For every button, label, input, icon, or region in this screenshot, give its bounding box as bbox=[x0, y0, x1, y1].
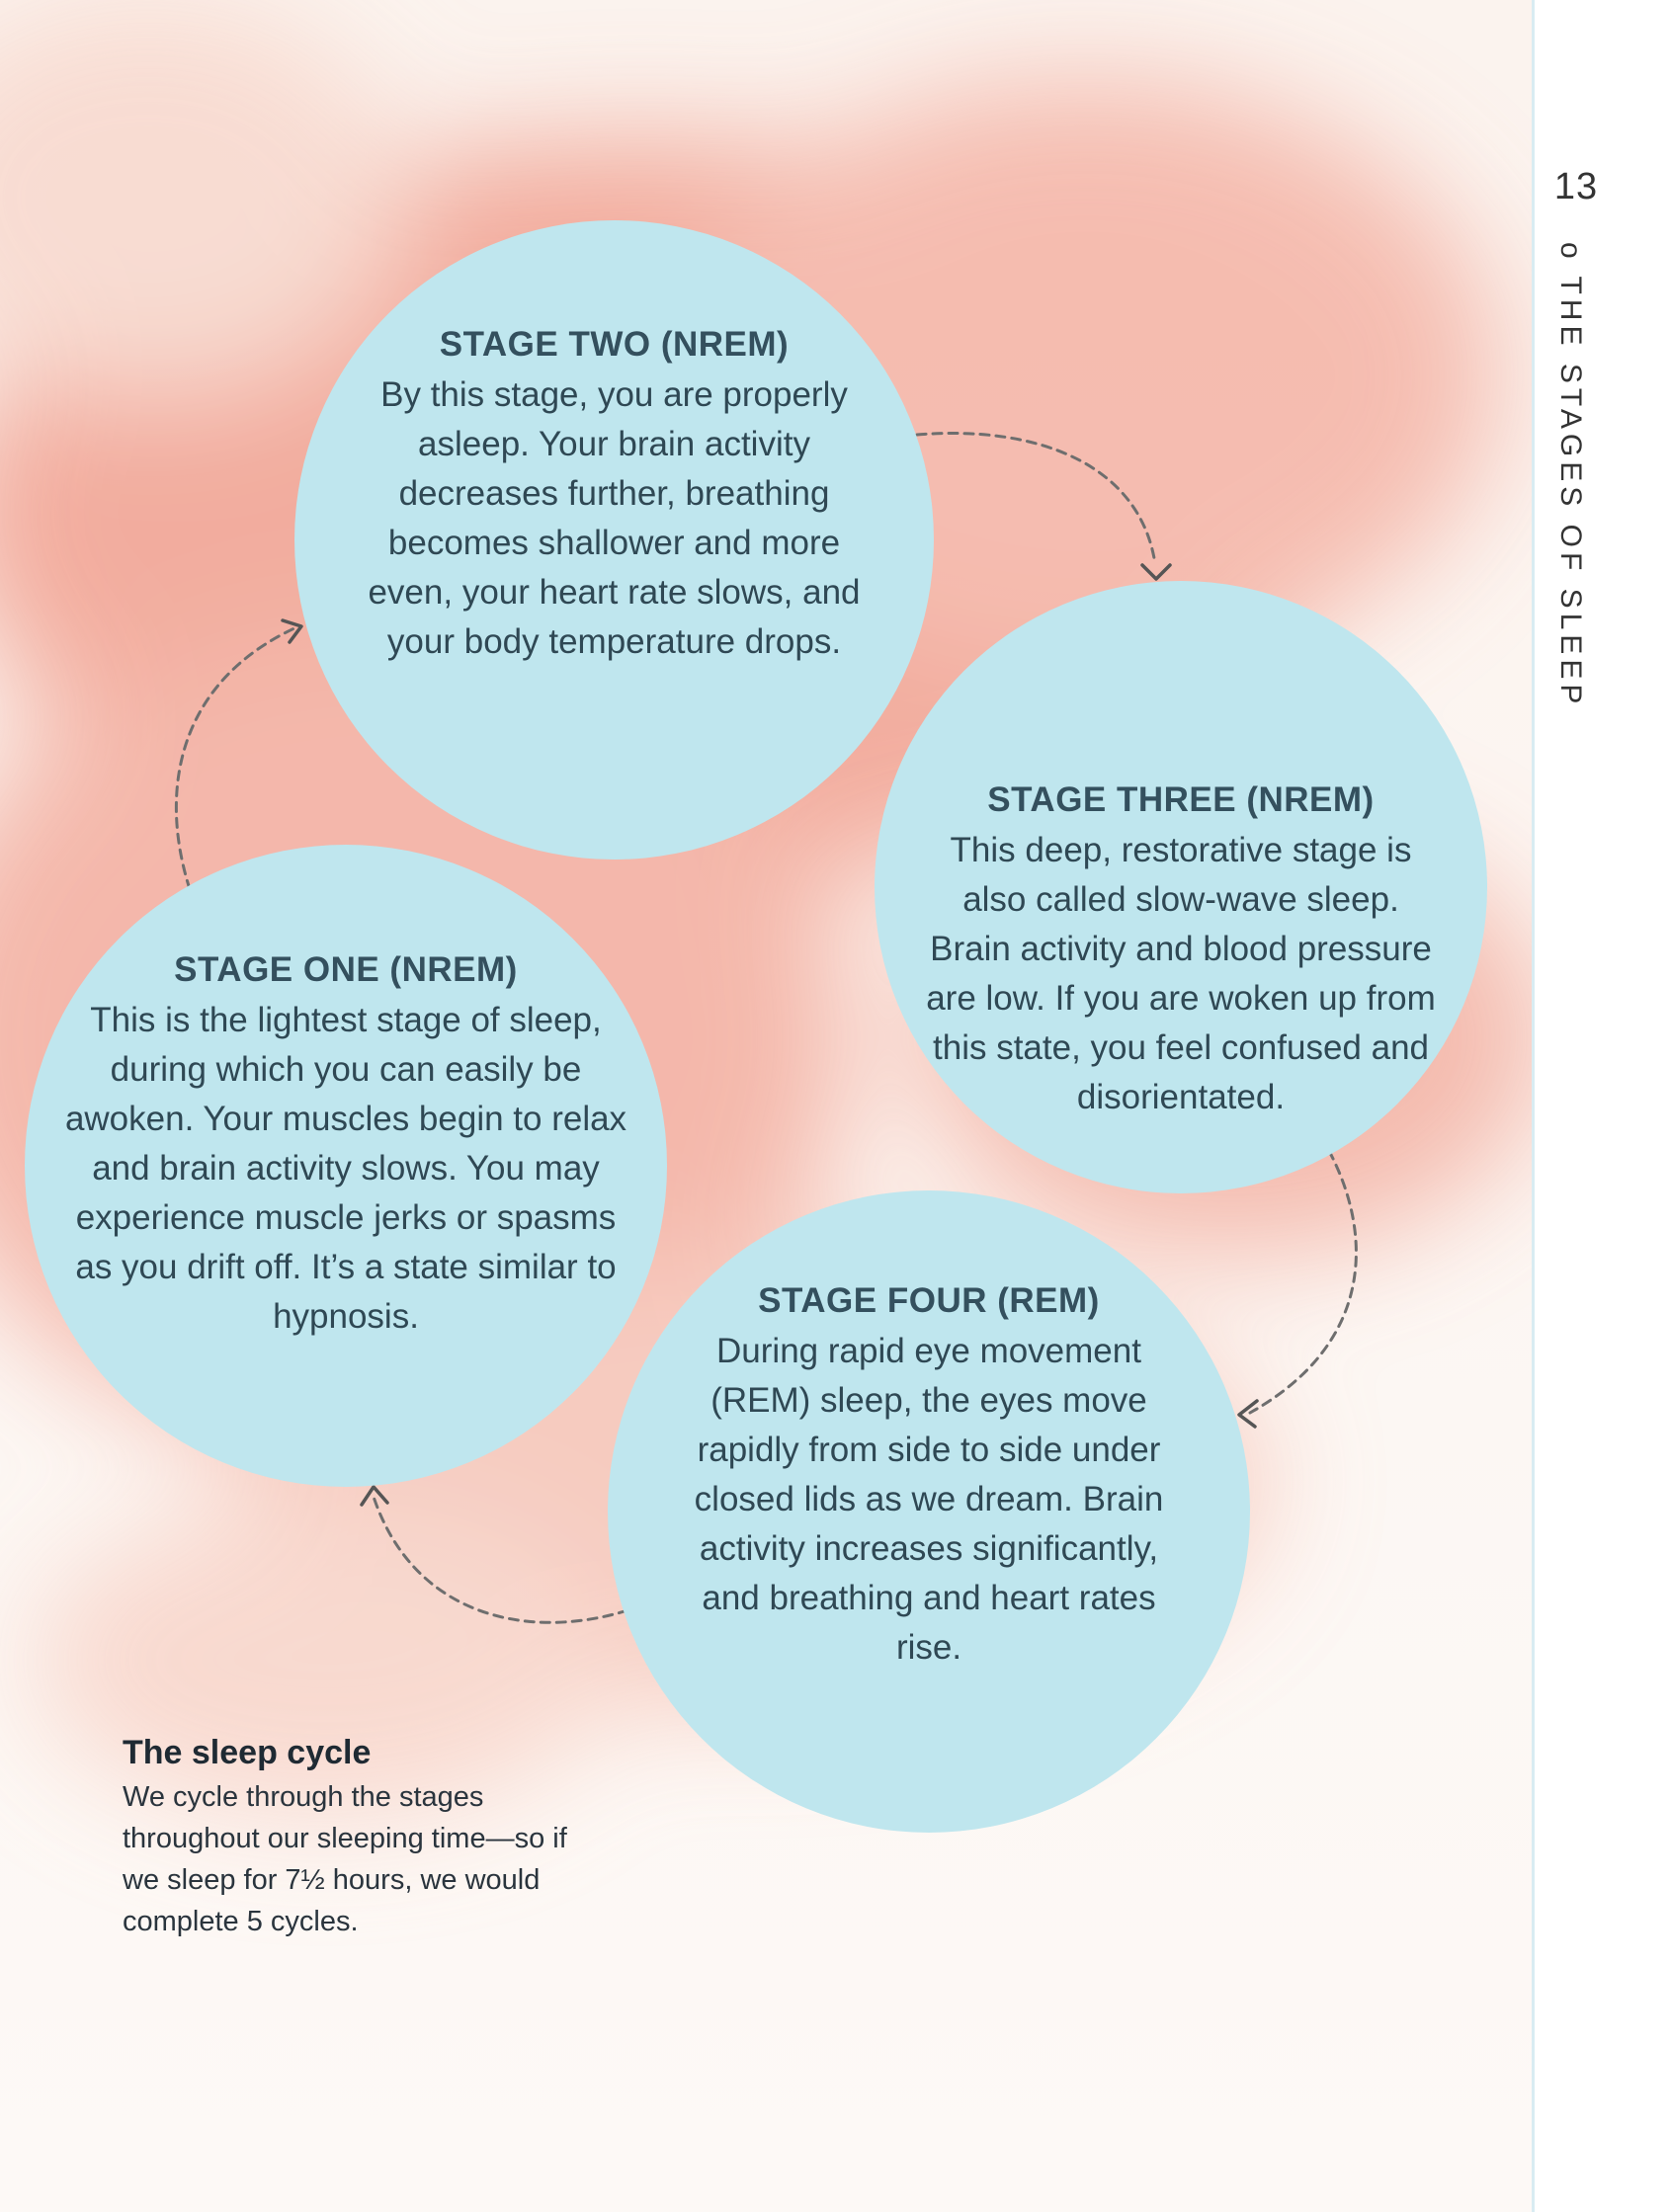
stage-four-circle bbox=[608, 1190, 1250, 1833]
stage-three-body: This deep, restorative stage is also called slow-wave sleep. Brain activity and blood pressure are low. If you are woken up from this state, you feel confused and disorientated. bbox=[926, 831, 1436, 1116]
caption-title: The sleep cycle bbox=[123, 1734, 372, 1771]
stage-two-circle bbox=[294, 220, 934, 860]
caption-body: We cycle through the stages throughout our sleeping time—so if we sleep for 7½ hours, we would complete 5 cycles. bbox=[123, 1781, 567, 1937]
stage-three-title: STAGE THREE (NREM) bbox=[987, 780, 1375, 819]
stage-one-body: This is the lightest stage of sleep, during which you can easily be awoken. Your muscles begin to relax and brain activity slows. You may experience muscle jerks or spasms as you drift off. It’s a state similar to hypnosis. bbox=[64, 1001, 627, 1336]
page-number: 13 bbox=[1553, 166, 1599, 207]
stage-one-title: STAGE ONE (NREM) bbox=[174, 950, 518, 989]
stage-four-title: STAGE FOUR (REM) bbox=[758, 1281, 1100, 1320]
stage-three-circle bbox=[875, 581, 1487, 1193]
stage-two-body: By this stage, you are properly asleep. Your brain activity decreases further, breathing becomes shallower and more even, your heart rate slows, and your body temperature drops. bbox=[368, 374, 861, 661]
stage-four-body: During rapid eye movement (REM) sleep, the eyes move rapidly from side to side under closed lids as we dream. Brain activity increases significantly, and breathing and heart rates rise. bbox=[694, 1332, 1164, 1667]
stage-two-title: STAGE TWO (NREM) bbox=[439, 324, 790, 364]
page-edge-strip bbox=[1532, 0, 1670, 2212]
stage-one-circle bbox=[25, 845, 667, 1487]
running-head: o THE STAGES OF SLEEP bbox=[1554, 242, 1587, 709]
sleep-cycle-caption bbox=[123, 1734, 597, 1942]
